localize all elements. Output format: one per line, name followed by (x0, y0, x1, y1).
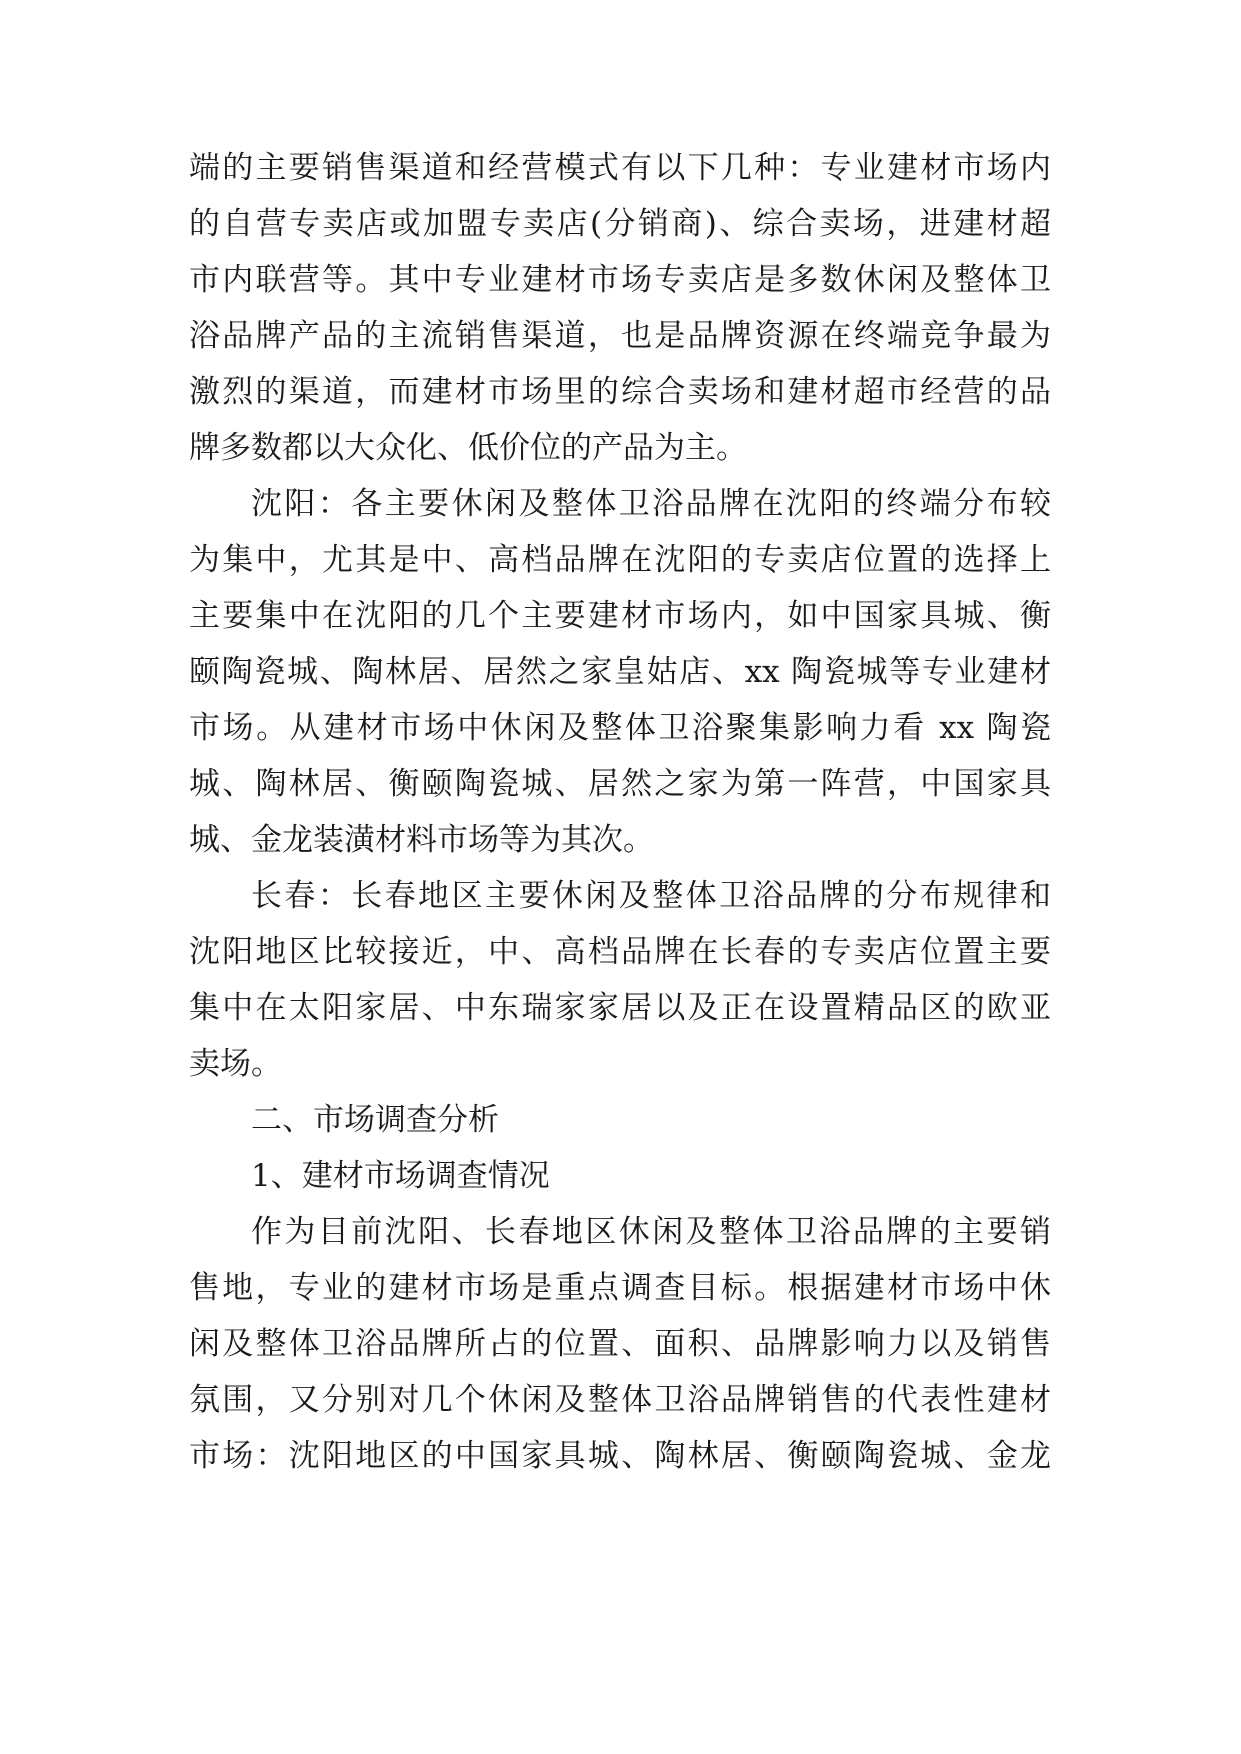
text-line: 城、陶林居、衡颐陶瓷城、居然之家为第一阵营，中国家具 (189, 766, 1051, 802)
text-line: 端的主要销售渠道和经营模式有以下几种：专业建材市场内 (189, 150, 1051, 186)
body-text (189, 140, 1051, 1484)
text-line: 闲及整体卫浴品牌所占的位置、面积、品牌影响力以及销售 (189, 1326, 1051, 1362)
text-line: 主要集中在沈阳的几个主要建材市场内，如中国家具城、衡 (189, 598, 1051, 634)
text-line: 1、建材市场调查情况 (251, 1158, 550, 1194)
text-line: 颐陶瓷城、陶林居、居然之家皇姑店、xx 陶瓷城等专业建材 (189, 654, 1051, 690)
text-line: 浴品牌产品的主流销售渠道，也是品牌资源在终端竞争最为 (189, 318, 1051, 354)
text-line: 售地，专业的建材市场是重点调查目标。根据建材市场中休 (189, 1270, 1051, 1306)
text-line: 城、金龙装潢材料市场等为其次。 (189, 822, 654, 858)
text-line: 市场：沈阳地区的中国家具城、陶林居、衡颐陶瓷城、金龙 (189, 1438, 1051, 1474)
text-line: 作为目前沈阳、长春地区休闲及整体卫浴品牌的主要销 (251, 1214, 1051, 1250)
text-line: 沈阳地区比较接近，中、高档品牌在长春的专卖店位置主要 (189, 934, 1051, 970)
text-line: 集中在太阳家居、中东瑞家家居以及正在设置精品区的欧亚 (189, 990, 1051, 1026)
text-line: 沈阳：各主要休闲及整体卫浴品牌在沈阳的终端分布较 (251, 486, 1051, 522)
text-line: 激烈的渠道，而建材市场里的综合卖场和建材超市经营的品 (189, 374, 1051, 410)
text-line: 市内联营等。其中专业建材市场专卖店是多数休闲及整体卫 (189, 262, 1051, 298)
text-line: 二、市场调查分析 (251, 1102, 499, 1138)
text-line: 牌多数都以大众化、低价位的产品为主。 (189, 430, 747, 466)
text-line: 的自营专卖店或加盟专卖店(分销商)、综合卖场，进建材超 (189, 206, 1051, 242)
text-line: 氛围，又分别对几个休闲及整体卫浴品牌销售的代表性建材 (189, 1382, 1051, 1418)
text-line: 市场。从建材市场中休闲及整体卫浴聚集影响力看 xx 陶瓷 (189, 710, 1051, 746)
text-line: 长春：长春地区主要休闲及整体卫浴品牌的分布规律和 (251, 878, 1051, 914)
text-line: 卖场。 (189, 1046, 282, 1082)
text-line: 为集中，尤其是中、高档品牌在沈阳的专卖店位置的选择上 (189, 542, 1051, 578)
